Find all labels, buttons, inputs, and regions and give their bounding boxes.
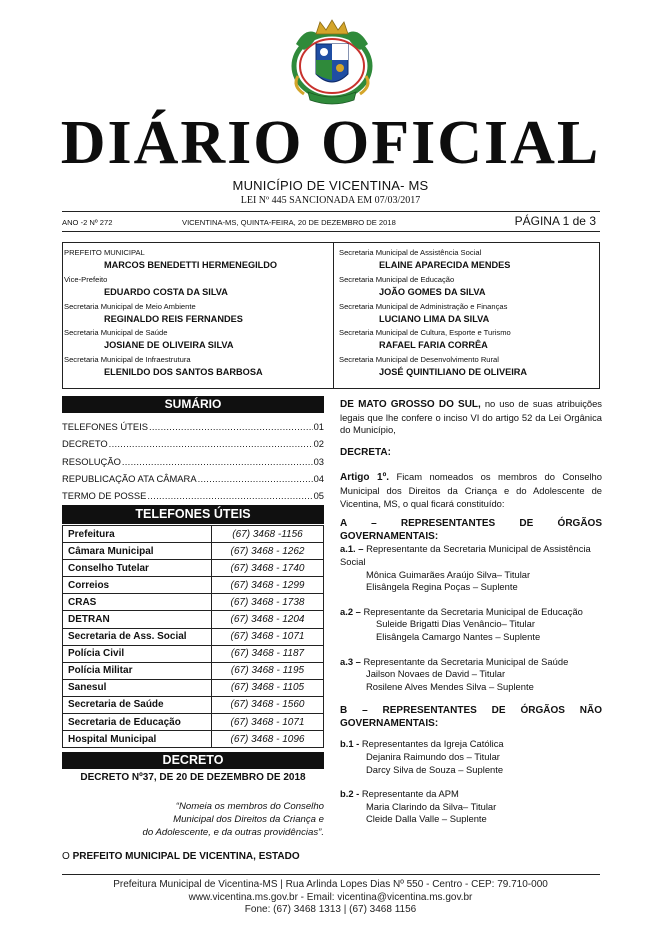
sumario-item-label: REPUBLICAÇÃO ATA CÂMARA (62, 472, 197, 484)
item-text: Representantes da Igreja Católica (359, 738, 504, 750)
header-divider-bottom (62, 231, 600, 232)
member-suplente: Darcy Silva de Souza – Suplente (366, 763, 504, 775)
phone-number: (67) 3468 - 1105 (212, 679, 324, 696)
item-text: Representante da Secretaria Municipal de Saúde (360, 655, 569, 667)
official-name: LUCIANO LIMA DA SILVA (379, 313, 490, 324)
decreta-label: DECRETA: (340, 446, 391, 458)
table-row (63, 577, 324, 594)
official-role: Secretaria Municipal de Desenvolvimento Rural (339, 355, 499, 365)
article-1-label: Artigo 1º. (340, 472, 390, 484)
decreto-body (340, 398, 602, 826)
phone-contact-name: Conselho Tutelar (63, 560, 212, 577)
member-suplente: Elisângela Camargo Nantes – Suplente (376, 630, 541, 642)
sumario-item-label: DECRETO (62, 438, 108, 450)
item-label: b.2 - (340, 788, 360, 800)
sumario-item-page: 05 (313, 489, 324, 501)
official-role: Vice-Prefeito (64, 274, 108, 284)
item-text: Representante da Secretaria Municipal de Assistência Social (340, 543, 591, 567)
table-row (63, 628, 324, 645)
official-entry (339, 327, 601, 354)
table-row (63, 645, 324, 662)
member-titular: Suleide Brigatti Dias Venâncio– Titular (376, 618, 535, 630)
municipality-subtitle: MUNICÍPIO DE VICENTINA- MS (232, 178, 429, 193)
phone-contact-name: Polícia Militar (63, 662, 212, 679)
phone-number: (67) 3468 - 1738 (212, 594, 324, 611)
issue-bar (62, 214, 600, 230)
official-name: JOÃO GOMES DA SILVA (379, 286, 486, 297)
decreto-ementa (90, 800, 324, 839)
official-entry (64, 354, 332, 381)
ementa-line: do Adolescente, e da outras providências”. (142, 827, 324, 838)
officials-left-column (64, 247, 332, 381)
official-entry (64, 247, 332, 274)
official-role: Secretaria Municipal de Meio Ambiente (64, 301, 196, 311)
sumario-item[interactable] (62, 467, 324, 484)
official-name: REGINALDO REIS FERNANDES (104, 313, 243, 324)
phone-number: (67) 3468 - 1096 (212, 731, 324, 748)
spacer (340, 730, 602, 738)
decreto-title: DECRETO Nº37, DE 20 DE DEZEMBRO DE 2018 (80, 772, 306, 783)
phone-contact-name: Sanesul (63, 679, 212, 696)
footer-phones: Fone: (67) 3468 1313 | (67) 3468 1156 (244, 904, 417, 916)
spacer (340, 644, 602, 656)
phone-number: (67) 3468 - 1740 (212, 560, 324, 577)
official-role: Secretaria Municipal de Administração e Finanças (339, 301, 508, 311)
dot-leader (109, 438, 313, 449)
decreto-heading-bar: DECRETO (62, 752, 324, 769)
phone-contact-name: Correios (63, 577, 212, 594)
member-titular: Maria Clarindo da Silva– Titular (366, 800, 497, 812)
phone-contact-name: Polícia Civil (63, 645, 212, 662)
footer-address: Prefeitura Municipal de Vicentina-MS | Rua Arlinda Lopes Dias Nº 550 - Centro - CEP: 79.710-000 (113, 879, 548, 890)
phone-number: (67) 3468 - 1195 (212, 662, 324, 679)
page-footer (0, 879, 661, 917)
opening-article: O (62, 851, 70, 862)
telefones-table (62, 525, 324, 748)
table-row (63, 731, 324, 748)
spacer (340, 693, 602, 705)
official-role: Secretaria Municipal de Cultura, Esporte e Turismo (339, 328, 511, 338)
spacer (340, 594, 602, 606)
member-titular: Mônica Guimarães Araújo Silva– Titular (366, 568, 531, 580)
official-entry (64, 274, 332, 301)
official-name: ELENILDO DOS SANTOS BARBOSA (104, 367, 263, 378)
header-divider-top (62, 211, 600, 212)
official-entry (339, 274, 601, 301)
table-row (63, 594, 324, 611)
sumario-item-page: 03 (313, 455, 324, 467)
phone-number: (67) 3468 - 1262 (212, 543, 324, 560)
officials-column-divider (333, 243, 334, 388)
item-label: a.1. – (340, 543, 364, 555)
member-suplente: Rosilene Alves Mendes Silva – Suplente (366, 680, 534, 692)
issue-date: VICENTINA-MS, QUINTA-FEIRA, 20 DE DEZEMBRO DE 2018 (182, 218, 396, 227)
official-name: RAFAEL FARIA CORRÊA (379, 340, 488, 351)
table-row (63, 611, 324, 628)
official-entry (339, 354, 601, 381)
sumario-item[interactable] (62, 484, 324, 501)
opening-bold-text: PREFEITO MUNICIPAL DE VICENTINA, ESTADO (72, 851, 300, 862)
sumario-item-page: 02 (313, 438, 324, 450)
footer-contacts[interactable]: www.vicentina.ms.gov.br - Email: vicentina@vicentina.ms.gov.br (188, 891, 473, 903)
item-a3 (340, 656, 602, 669)
table-row (63, 543, 324, 560)
sumario-item-page: 04 (313, 472, 324, 484)
official-name: EDUARDO COSTA DA SILVA (104, 286, 228, 297)
phone-contact-name: Prefeitura (63, 526, 212, 543)
official-role: Secretaria Municipal de Saúde (64, 328, 168, 338)
sumario-item-label: RESOLUÇÃO (62, 455, 121, 467)
phone-contact-name: CRAS (63, 594, 212, 611)
sumario-list (62, 415, 324, 501)
official-entry (64, 301, 332, 328)
phone-number: (67) 3468 -1156 (212, 526, 324, 543)
officials-box (62, 242, 600, 389)
dot-leader (147, 490, 312, 501)
officials-right-column (339, 247, 601, 381)
article-1-paragraph (340, 471, 602, 510)
official-role: Secretaria Municipal de Educação (339, 274, 455, 284)
phone-number: (67) 3468 - 1299 (212, 577, 324, 594)
phone-number: (67) 3468 - 1204 (212, 611, 324, 628)
phone-contact-name: Secretaria de Ass. Social (63, 628, 212, 645)
item-label: b.1 - (340, 738, 360, 750)
preamble-paragraph (340, 398, 602, 437)
official-role: PREFEITO MUNICIPAL (64, 248, 145, 257)
official-name: JOSIANE DE OLIVEIRA SILVA (104, 340, 234, 351)
official-entry (339, 247, 601, 274)
municipal-crest-logo (286, 16, 378, 112)
preamble-bold: DE MATO GROSSO DO SUL, (340, 399, 481, 410)
phone-contact-name: Secretaria de Saúde (63, 696, 212, 713)
ementa-line: Municipal dos Direitos da Criança e (173, 814, 324, 825)
member-titular: Jailson Novaes de David – Titular (366, 668, 506, 680)
member-suplente: Elisângela Regina Poças – Suplente (366, 581, 518, 593)
official-entry (64, 327, 332, 354)
sumario-item[interactable] (62, 432, 324, 449)
phone-number: (67) 3468 - 1071 (212, 714, 324, 731)
section-b-heading: B – REPRESENTANTES DE ÓRGÃOS NÃO GOVERNAMENTAIS: (340, 705, 602, 729)
phone-number: (67) 3468 - 1560 (212, 696, 324, 713)
page-indicator: PÁGINA 1 de 3 (514, 214, 596, 228)
official-role: Secretaria Municipal de Assistência Social (339, 248, 482, 257)
phone-number: (67) 3468 - 1187 (212, 645, 324, 662)
item-b2 (340, 788, 602, 801)
telefones-heading: TELEFONES ÚTEIS (62, 505, 324, 524)
table-row (63, 662, 324, 679)
table-row (63, 526, 324, 543)
member-suplente: Cleide Dalla Valle – Suplente (366, 813, 487, 825)
dot-leader (198, 473, 313, 484)
item-label: a.2 – (340, 605, 361, 617)
official-name: MARCOS BENEDETTI HERMENEGILDO (104, 260, 278, 270)
sumario-item[interactable] (62, 415, 324, 432)
member-titular: Dejanira Raimundo dos – Titular (366, 751, 500, 763)
sumario-item-label: TELEFONES ÚTEIS (62, 421, 148, 433)
item-text: Representante da Secretaria Municipal de Educação (360, 605, 583, 617)
ementa-line: “Nomeia os membros do Conselho (175, 801, 324, 812)
phone-contact-name: Câmara Municipal (63, 543, 212, 560)
decreto-opening (62, 851, 324, 862)
phone-contact-name: Secretaria de Educação (63, 714, 212, 731)
item-label: a.3 – (340, 655, 361, 667)
phone-contact-name: DETRAN (63, 611, 212, 628)
phone-contact-name: Hospital Municipal (63, 731, 212, 748)
sumario-heading: SUMÁRIO (62, 396, 324, 413)
official-name: ELAINE APARECIDA MENDES (379, 260, 511, 270)
sumario-item-page: 01 (313, 421, 324, 433)
newspaper-title: DIÁRIO OFICIAL (60, 109, 601, 177)
table-row (63, 560, 324, 577)
section-a-heading: A – REPRESENTANTES DE ÓRGÃOS GOVERNAMENTAIS: (340, 518, 602, 542)
official-name: JOSÉ QUINTILIANO DE OLIVEIRA (379, 367, 528, 378)
table-row (63, 679, 324, 696)
official-role: Secretaria Municipal de Infraestrutura (64, 355, 191, 365)
preamble-text: no uso de suas atribuições legais que lhe confere o inciso VI do artigo 52 da Lei Orgânica do Município, (340, 398, 602, 436)
sumario-item-label: TERMO DE POSSE (62, 489, 147, 501)
article-1-text: Ficam nomeados os membros do Conselho Municipal dos Direitos da Criança e do Adolescente de Vicentina, MS, o qual ficará constituído: (340, 471, 602, 509)
dot-leader (149, 421, 313, 432)
dot-leader (122, 456, 313, 467)
table-row (63, 714, 324, 731)
issue-number: ANO -2 Nº 272 (62, 218, 113, 227)
item-a1 (340, 543, 602, 568)
item-b1 (340, 738, 602, 751)
item-a2 (340, 606, 602, 619)
phone-number: (67) 3468 - 1071 (212, 628, 324, 645)
table-row (63, 696, 324, 713)
official-entry (339, 301, 601, 328)
law-line: LEI Nº 445 SANCIONADA EM 07/03/2017 (240, 195, 421, 206)
spacer (340, 776, 602, 788)
item-text: Representante da APM (359, 788, 459, 800)
sumario-item[interactable] (62, 449, 324, 466)
footer-divider (62, 874, 600, 875)
